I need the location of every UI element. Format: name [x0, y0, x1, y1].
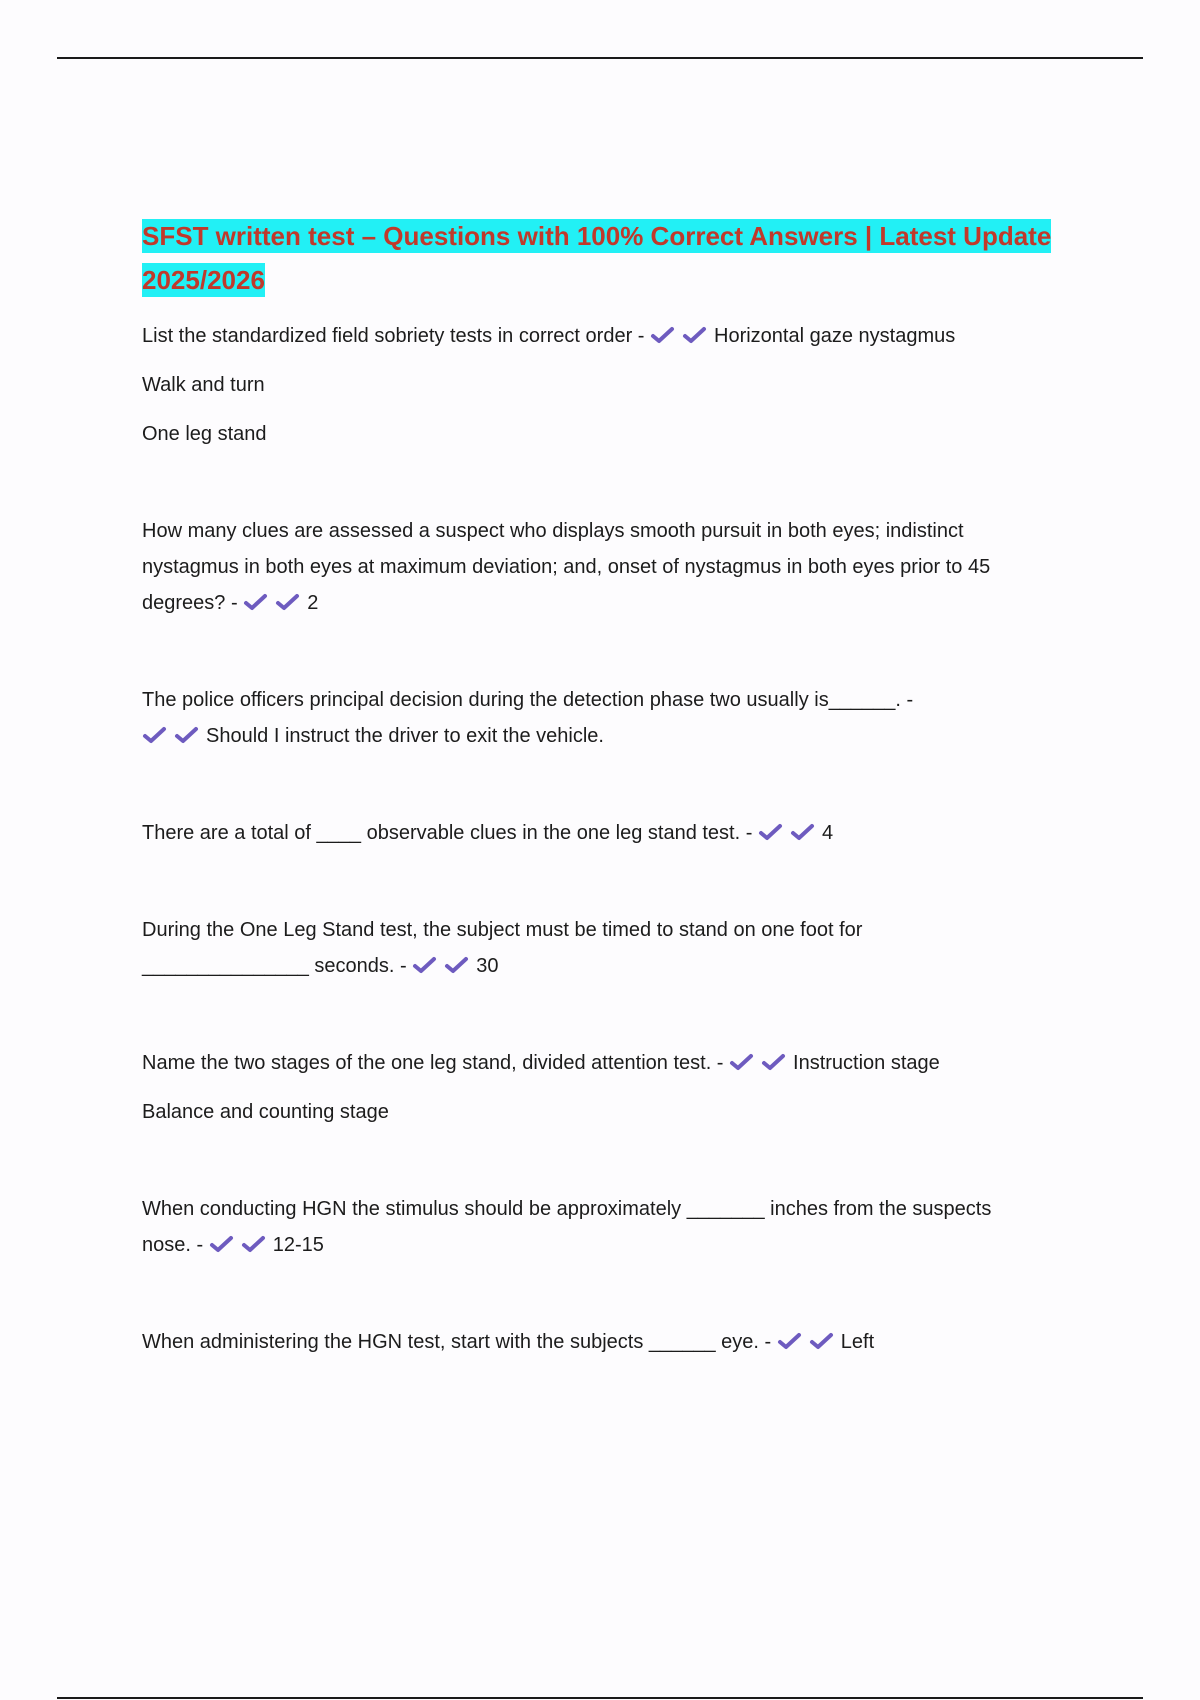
document-body	[142, 214, 1082, 1360]
question-line	[142, 1324, 1082, 1360]
question-line: During the One Leg Stand test, the subject must be timed to stand on one foot for	[142, 919, 863, 941]
question-line	[142, 1227, 1082, 1263]
answer-text: Should I instruct the driver to exit the vehicle.	[206, 725, 604, 747]
answer-continuation: Balance and counting stage	[142, 1101, 389, 1123]
answer-text: 30	[476, 955, 499, 977]
check-icon	[809, 1332, 835, 1350]
answer-line	[142, 718, 1082, 754]
check-icon	[761, 1053, 787, 1071]
check-icon	[241, 1235, 267, 1253]
qa-item	[142, 513, 1082, 621]
qa-item	[142, 1191, 1082, 1263]
answer-text: Horizontal gaze nystagmus	[714, 325, 956, 347]
question-line: How many clues are assessed a suspect who displays smooth pursuit in both eyes; indistinct	[142, 520, 964, 542]
check-icon	[790, 823, 816, 841]
check-icon	[243, 593, 269, 611]
title-highlight: SFST written test – Questions with 100% Correct Answers | Latest Update 2025/2026	[142, 221, 1052, 295]
check-icon	[650, 326, 676, 344]
bottom-rule	[57, 1697, 1143, 1699]
answer-text: 2	[307, 592, 319, 614]
question-line: The police officers principal decision during the detection phase two usually is______. -	[142, 689, 914, 711]
answer-continuation: One leg stand	[142, 423, 267, 445]
answer-text: Left	[840, 1331, 875, 1353]
question-line	[142, 1045, 1082, 1081]
check-icon	[209, 1235, 235, 1253]
answer-text: 4	[821, 822, 834, 844]
question-line: nystagmus in both eyes at maximum deviation; and, onset of nystagmus in both eyes prior to 45	[142, 556, 991, 578]
question-text: Name the two stages of the one leg stand, divided attention test. -	[142, 1052, 724, 1074]
qa-item	[142, 318, 1082, 452]
check-icon	[682, 326, 708, 344]
question-line: When conducting HGN the stimulus should be approximately _______ inches from the suspects	[142, 1198, 992, 1220]
answer-text: 12-15	[272, 1234, 324, 1256]
answer-text: Instruction stage	[793, 1052, 940, 1074]
question-text: When administering the HGN test, start with the subjects ______ eye. -	[142, 1331, 772, 1353]
check-icon	[142, 726, 168, 744]
qa-item	[142, 682, 1082, 754]
qa-item	[142, 1324, 1082, 1360]
answer-continuation: Walk and turn	[142, 374, 265, 396]
check-icon	[275, 593, 301, 611]
question-line	[142, 318, 1082, 354]
qa-item	[142, 1045, 1082, 1130]
check-icon	[412, 956, 438, 974]
check-icon	[174, 726, 200, 744]
check-icon	[777, 1332, 803, 1350]
question-text: There are a total of ____ observable clues in the one leg stand test. -	[142, 822, 753, 844]
question-text: List the standardized field sobriety tests in correct order -	[142, 325, 645, 347]
qa-item	[142, 912, 1082, 984]
question-text: _______________ seconds. -	[142, 955, 407, 977]
question-line	[142, 815, 1082, 851]
check-icon	[444, 956, 470, 974]
question-text: degrees? -	[142, 592, 238, 614]
check-icon	[729, 1053, 755, 1071]
question-text: nose. -	[142, 1234, 204, 1256]
question-line	[142, 948, 1082, 984]
question-line	[142, 585, 1082, 621]
qa-item	[142, 815, 1082, 851]
top-rule	[57, 57, 1143, 59]
document-title	[142, 214, 1082, 302]
check-icon	[758, 823, 784, 841]
